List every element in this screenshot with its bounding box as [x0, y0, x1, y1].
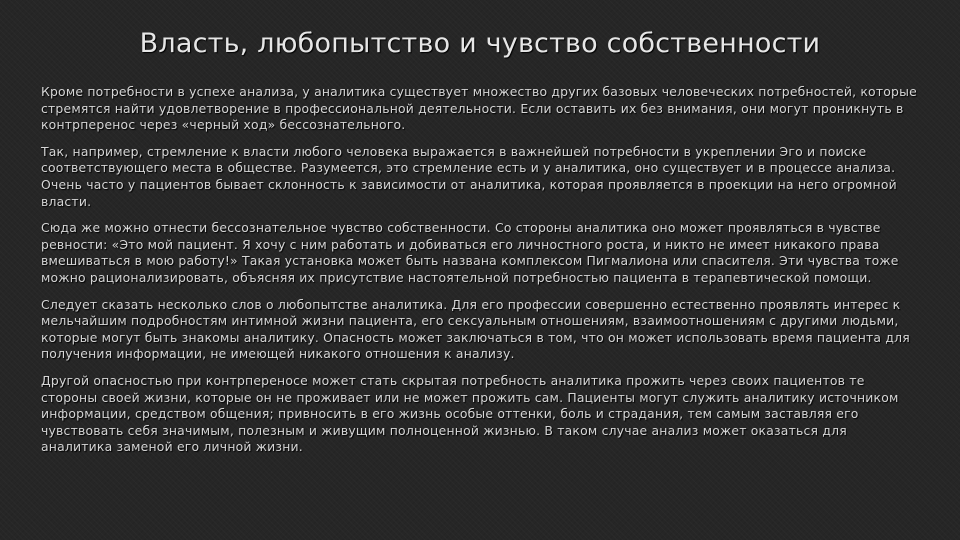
paragraph-needs: Кроме потребности в успехе анализа, у аналитика существует множество других базовых человеческих потребностей, которые стремятся найти удовлетворение в профессиональной деятельности. Если оставить их без внимания, они могут проникнуть в контрперенос через «черный ход» бессознательного.: [41, 84, 917, 133]
paragraph-hidden-need: Другой опасностью при контрпереносе может стать скрытая потребность аналитика прожить через своих пациентов те стороны своей жизни, которые он не проживает или не может прожить сам. Пациенты могут служить аналитику источником информации, средством общения; привносить в его жизнь особые оттенки, боль и страдания, тем самым заставляя его чувствовать себя значимым, полезным и живущим полноценной жизнью. В таком случае анализ может оказаться для аналитика заменой его личной жизни.: [41, 372, 899, 455]
slide-body: [41, 84, 921, 466]
paragraph-ownership: Сюда же можно отнести бессознательное чувство собственности. Со стороны аналитика оно может проявляться в чувстве ревности: «Это мой пациент. Я хочу с ним работать и добиваться его личностного роста, и никто не имеет никакого права вмешиваться в мою работу!» Такая установка может быть названа комплексом Пигмалиона или спасителя. Эти чувства тоже можно рационализировать, объясняя их присутствие настоятельной потребностью пациента в терапевтической помощи.: [41, 220, 899, 285]
paragraph-curiosity: Следует сказать несколько слов о любопытстве аналитика. Для его профессии совершенно естественно проявлять интерес к мельчайшим подробностям интимной жизни пациента, его сексуальным отношениям, взаимоотношениям с другими людьми, которые могут быть знакомы аналитику. Опасность может заключаться в том, что он может использовать время пациента для получения информации, не имеющей никакого отношения к анализу.: [41, 296, 910, 362]
paragraph-power: Так, например, стремление к власти любого человека выражается в важнейшей потребности в укреплении Эго и поиске соответствующего места в обществе. Разумеется, это стремление есть и у аналитика, оно существует и в процессе анализа. Очень часто у пациентов бывает склонность к зависимости от аналитика, которая проявляется в проекции на него огромной власти.: [41, 143, 897, 209]
slide-title: Власть, любопытство и чувство собственности: [139, 28, 821, 59]
